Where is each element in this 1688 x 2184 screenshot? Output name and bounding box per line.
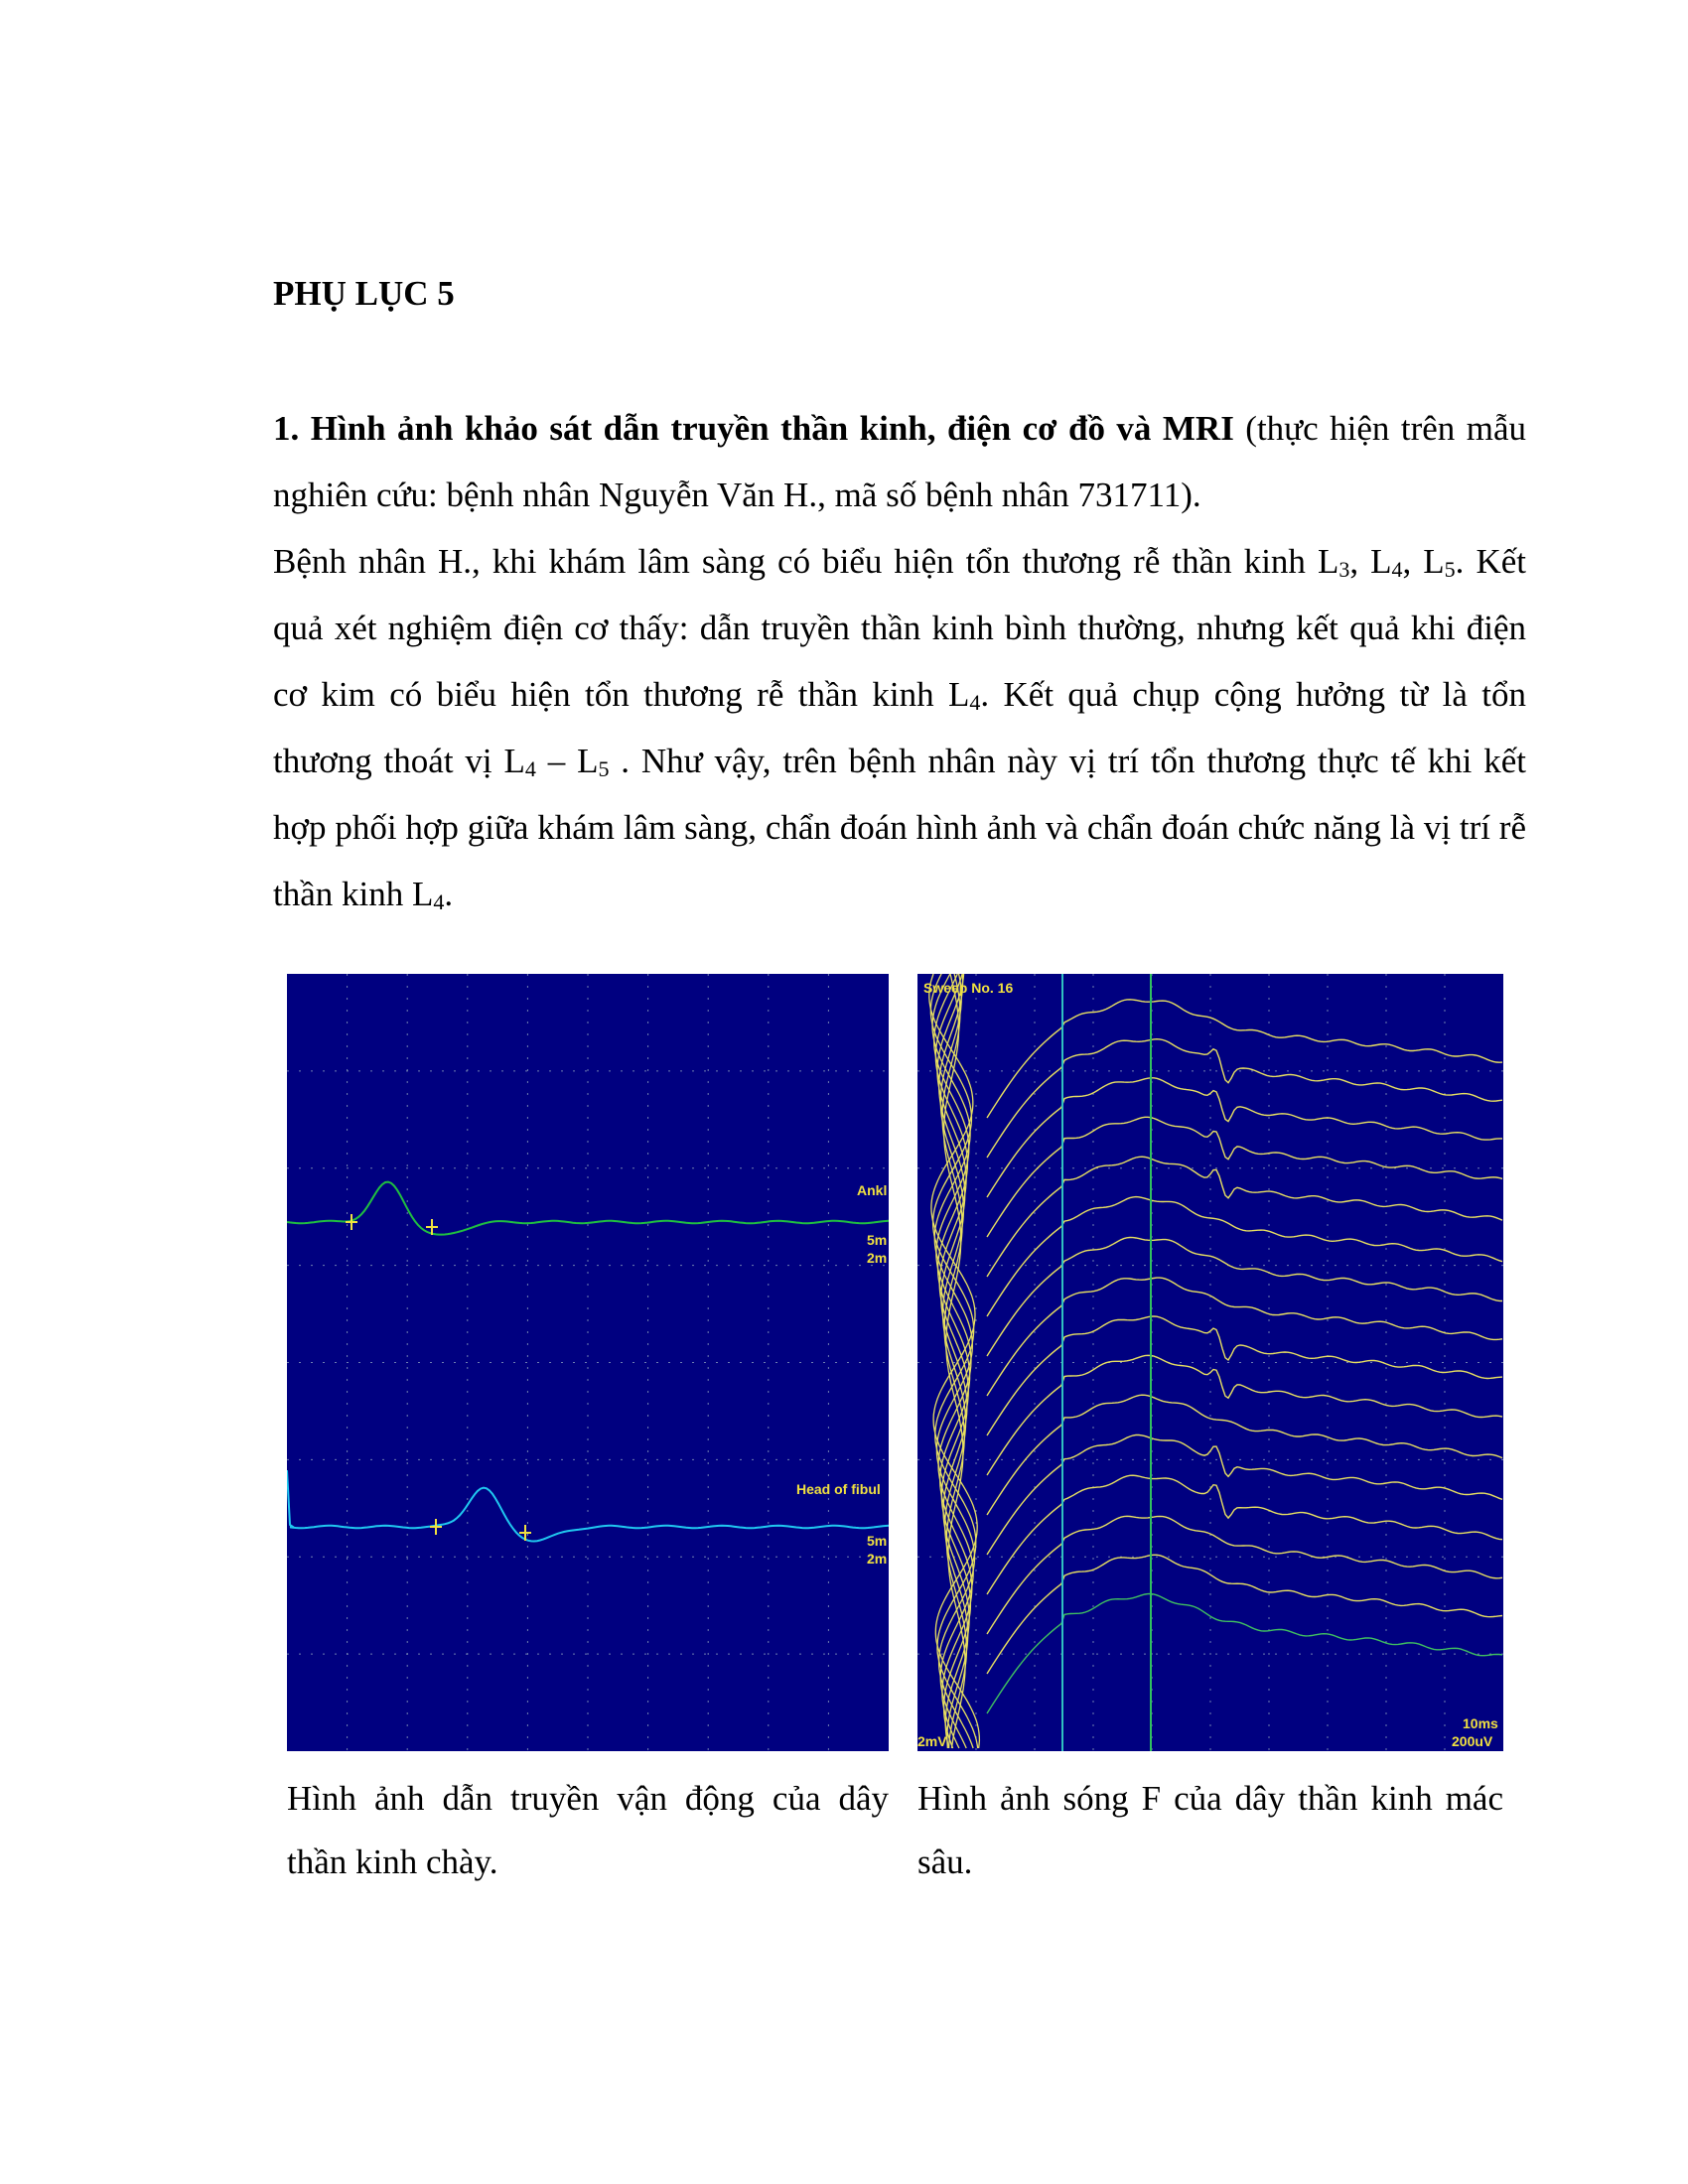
f-wave-trace [987, 1355, 1502, 1475]
trace-scale-ankle-1: 5m [867, 1232, 888, 1248]
amplitude-scale: 200uV [1452, 1733, 1493, 1749]
subscript: 4 [433, 889, 445, 914]
f-wave-trace [987, 1395, 1502, 1515]
case-description-paragraph [273, 528, 1526, 927]
subscript: 5 [598, 756, 610, 781]
f-wave-trace [987, 1435, 1502, 1556]
section-1-paragraph [273, 395, 1526, 528]
subscript: 5 [1444, 557, 1456, 582]
amplitude-scale-left: 2mV [917, 1733, 947, 1749]
subscript: 4 [1391, 557, 1403, 582]
f-wave-trace [987, 1594, 1502, 1714]
sweep-label: Sweep No. 16 [923, 980, 1014, 996]
subscript: 3 [1338, 557, 1350, 582]
section-1-heading: 1. Hình ảnh khảo sát dẫn truyền thần kinh, điện cơ đồ và MRI [273, 409, 1234, 448]
plot-grid [287, 974, 889, 1751]
f-wave-trace [987, 1197, 1502, 1316]
f-wave-plot [917, 974, 1503, 1751]
f-wave-traces [987, 1000, 1502, 1713]
case-text: . Kết quả chụp cộng hưởng từ là tổn thương thoát vị L [273, 675, 1526, 780]
stimulus-curve [929, 974, 980, 1748]
appendix-title: PHỤ LỤC 5 [273, 274, 455, 313]
subscript: 4 [524, 756, 536, 781]
caption-right: Hình ảnh sóng F của dây thần kinh mác sâu. [917, 1779, 1503, 1881]
caption-left: Hình ảnh dẫn truyền vận động của dây thần kinh chày. [287, 1779, 889, 1881]
trace-label-ankle: Ankl [857, 1182, 888, 1198]
f-wave-figure [917, 974, 1503, 1751]
case-text: Bệnh nhân H., khi khám lâm sàng có biểu hiện tổn thương rễ thần kinh L [273, 542, 1339, 581]
stimulus-artifact [929, 974, 980, 1748]
latency-markers [346, 1214, 531, 1541]
case-text: – L [535, 742, 599, 780]
case-text: . Như vậy, trên bệnh nhân này vị trí tổn thương thực tế khi kết hợp phối hợp giữa khám lâm sàng, chẩn đoán hình ảnh và chẩn đoán chức năng là vị trí rễ thần kinh L [273, 742, 1526, 913]
trace-scale-fibula-1: 5m [867, 1533, 888, 1549]
motor-conduction-plot [287, 974, 889, 1751]
motor-conduction-figure [287, 974, 889, 1751]
case-text: . [444, 875, 454, 913]
trace-scale-ankle-2: 2m [867, 1250, 888, 1266]
stimulus-curve [944, 974, 966, 1748]
f-wave-trace [987, 1117, 1502, 1237]
subscript: 4 [969, 690, 981, 715]
trace-scale-fibula-2: 2m [867, 1551, 888, 1567]
time-scale: 10ms [1463, 1715, 1498, 1731]
f-wave-trace [987, 1157, 1502, 1277]
section-1-intro: (thực hiện trên mẫu nghiên cứu: bệnh nhân Nguyễn Văn H., mã số bệnh nhân 731711). [273, 409, 1526, 514]
trace-label-fibula-head: Head of fibul [796, 1481, 881, 1497]
case-text: , L [1402, 542, 1445, 581]
case-text: , L [1349, 542, 1392, 581]
case-text: . Kết quả xét nghiệm điện cơ thấy: dẫn truyền thần kinh bình thường, nhưng kết quả khi điện cơ kim có biểu hiện tổn thương rễ thần kinh L [273, 542, 1526, 714]
